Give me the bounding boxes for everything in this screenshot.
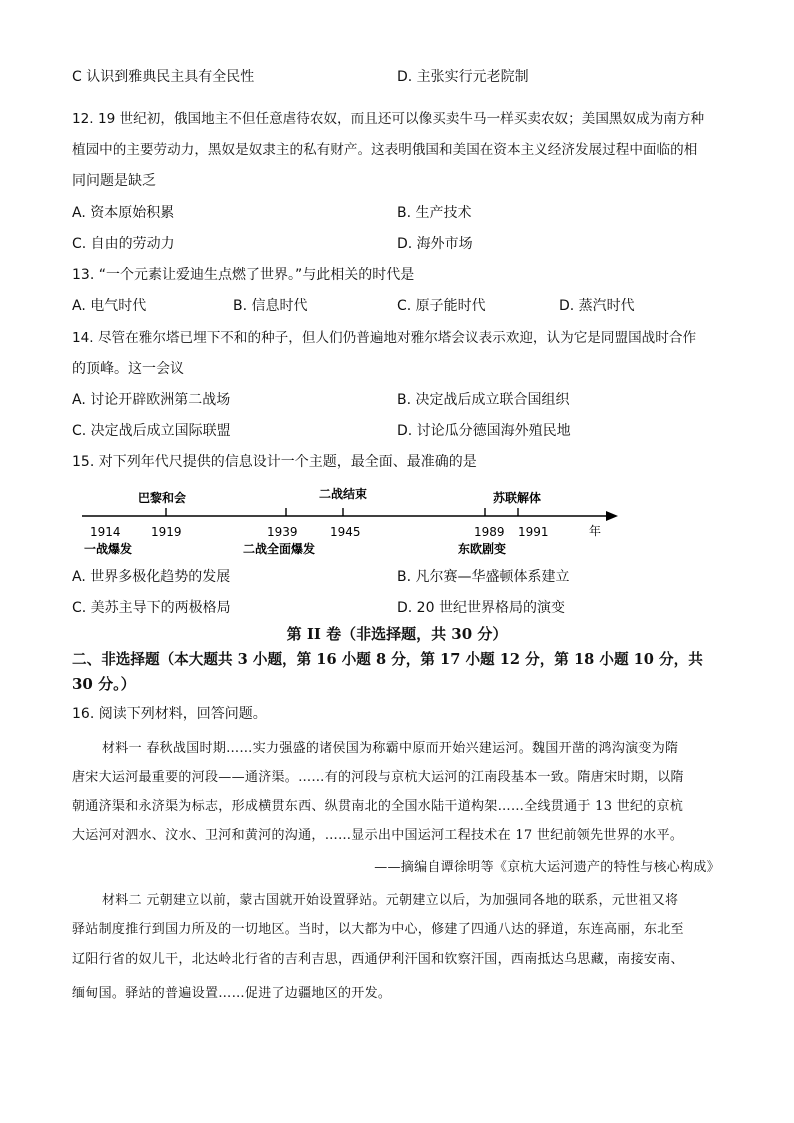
- q16-stem: 16. 阅读下列材料，回答问题。: [72, 706, 267, 722]
- q11-option-c: C 认识到雅典民主具有全民性: [72, 69, 255, 85]
- event-ussr-dissolution: 苏联解体: [493, 491, 542, 505]
- event-paris-peace-conference: 巴黎和会: [138, 491, 187, 505]
- q12-option-c: C. 自由的劳动力: [72, 236, 175, 252]
- q13-option-a: A. 电气时代: [72, 298, 147, 314]
- event-ww2-end: 二战结束: [319, 487, 368, 501]
- q12-stem-line1: 12. 19 世纪初，俄国地主不但任意虐待农奴，而且还可以像买卖牛马一样买卖农奴；美国黑奴成为南方种: [72, 111, 705, 127]
- q11-option-d: D. 主张实行元老院制: [397, 69, 529, 85]
- q12-stem-line3: 同问题是缺乏: [72, 173, 156, 189]
- material2-line2: 驿站制度推行到国力所及的一切地区。当时，以大都为中心，修建了四通八达的驿道，东连高丽，东北至: [72, 922, 684, 937]
- year-1991: 1991: [518, 525, 549, 539]
- section-heading-line2: 30 分。）: [72, 675, 136, 693]
- material1-line3: 朝通济渠和永济渠为标志，形成横贯东西、纵贯南北的全国水陆干道构架……全线贯通于 13 世纪的京杭: [72, 799, 684, 814]
- q13-stem: 13. “一个元素让爱迪生点燃了世界。”与此相关的时代是: [72, 267, 415, 283]
- year-1914: 1914: [90, 525, 121, 539]
- section-heading-line1: 二、非选择题（本大题共 3 小题，第 16 小题 8 分，第 17 小题 12 分，第 18 小题 10 分，共: [72, 651, 703, 668]
- part2-title: 第 II 卷（非选择题，共 30 分）: [286, 625, 508, 643]
- q12-option-b: B. 生产技术: [397, 205, 472, 221]
- q14-option-b: B. 决定战后成立联合国组织: [397, 392, 570, 408]
- q14-option-c: C. 决定战后成立国际联盟: [72, 423, 231, 439]
- q15-stem: 15. 对下列年代尺提供的信息设计一个主题，最全面、最准确的是: [72, 454, 477, 470]
- event-eastern-europe-upheaval: 东欧剧变: [458, 542, 507, 556]
- q12-option-d: D. 海外市场: [397, 236, 473, 252]
- event-ww1-outbreak: 一战爆发: [84, 542, 133, 556]
- q14-stem-line2: 的顶峰。这一会议: [72, 361, 184, 377]
- axis-label-year: 年: [589, 524, 602, 538]
- q15-option-d: D. 20 世纪世界格局的演变: [397, 600, 565, 616]
- q15-option-c: C. 美苏主导下的两极格局: [72, 600, 231, 616]
- material1-source: ——摘编自谭徐明等《京杭大运河遗产的特性与核心构成》: [374, 860, 720, 875]
- q13-option-b: B. 信息时代: [233, 298, 308, 314]
- timeline-arrow-icon: [606, 511, 618, 521]
- timeline-diagram: [78, 486, 618, 558]
- q14-stem-line1: 14. 尽管在雅尔塔已埋下不和的种子，但人们仍普遍地对雅尔塔会议表示欢迎，认为它是同盟国战时合作: [72, 330, 697, 346]
- material1-line2: 唐宋大运河最重要的河段——通济渠。……有的河段与京杭大运河的江南段基本一致。隋唐宋时期，以隋: [72, 770, 684, 785]
- q13-option-d: D. 蒸汽时代: [559, 298, 635, 314]
- q12-option-a: A. 资本原始积累: [72, 205, 175, 221]
- material2-line3: 辽阳行省的奴儿干，北达岭北行省的吉利吉思，西通伊利汗国和钦察汗国，西南抵达乌思藏，南接安南、: [72, 952, 684, 967]
- q14-option-a: A. 讨论开辟欧洲第二战场: [72, 392, 231, 408]
- year-1989: 1989: [474, 525, 505, 539]
- material1-line4: 大运河对泗水、汶水、卫河和黄河的沟通，……显示出中国运河工程技术在 17 世纪前领先世界的水平。: [72, 828, 684, 843]
- year-1945: 1945: [330, 525, 361, 539]
- year-1919: 1919: [151, 525, 182, 539]
- q14-option-d: D. 讨论瓜分德国海外殖民地: [397, 423, 571, 439]
- material2-line1: 材料二 元朝建立以前，蒙古国就开始设置驿站。元朝建立以后，为加强同各地的联系，元世祖又将: [102, 893, 679, 908]
- q15-option-b: B. 凡尔赛—华盛顿体系建立: [397, 569, 570, 585]
- material1-line1: 材料一 春秋战国时期……实力强盛的诸侯国为称霸中原而开始兴建运河。魏国开凿的鸿沟演变为隋: [102, 741, 679, 756]
- q15-option-a: A. 世界多极化趋势的发展: [72, 569, 231, 585]
- q12-stem-line2: 植园中的主要劳动力，黑奴是奴隶主的私有财产。这表明俄国和美国在资本主义经济发展过程中面临的相: [72, 142, 698, 158]
- material2-line4: 缅甸国。驿站的普遍设置……促进了边疆地区的开发。: [72, 986, 392, 1001]
- year-1939: 1939: [267, 525, 298, 539]
- q13-option-c: C. 原子能时代: [397, 298, 486, 314]
- event-ww2-full-outbreak: 二战全面爆发: [243, 542, 316, 556]
